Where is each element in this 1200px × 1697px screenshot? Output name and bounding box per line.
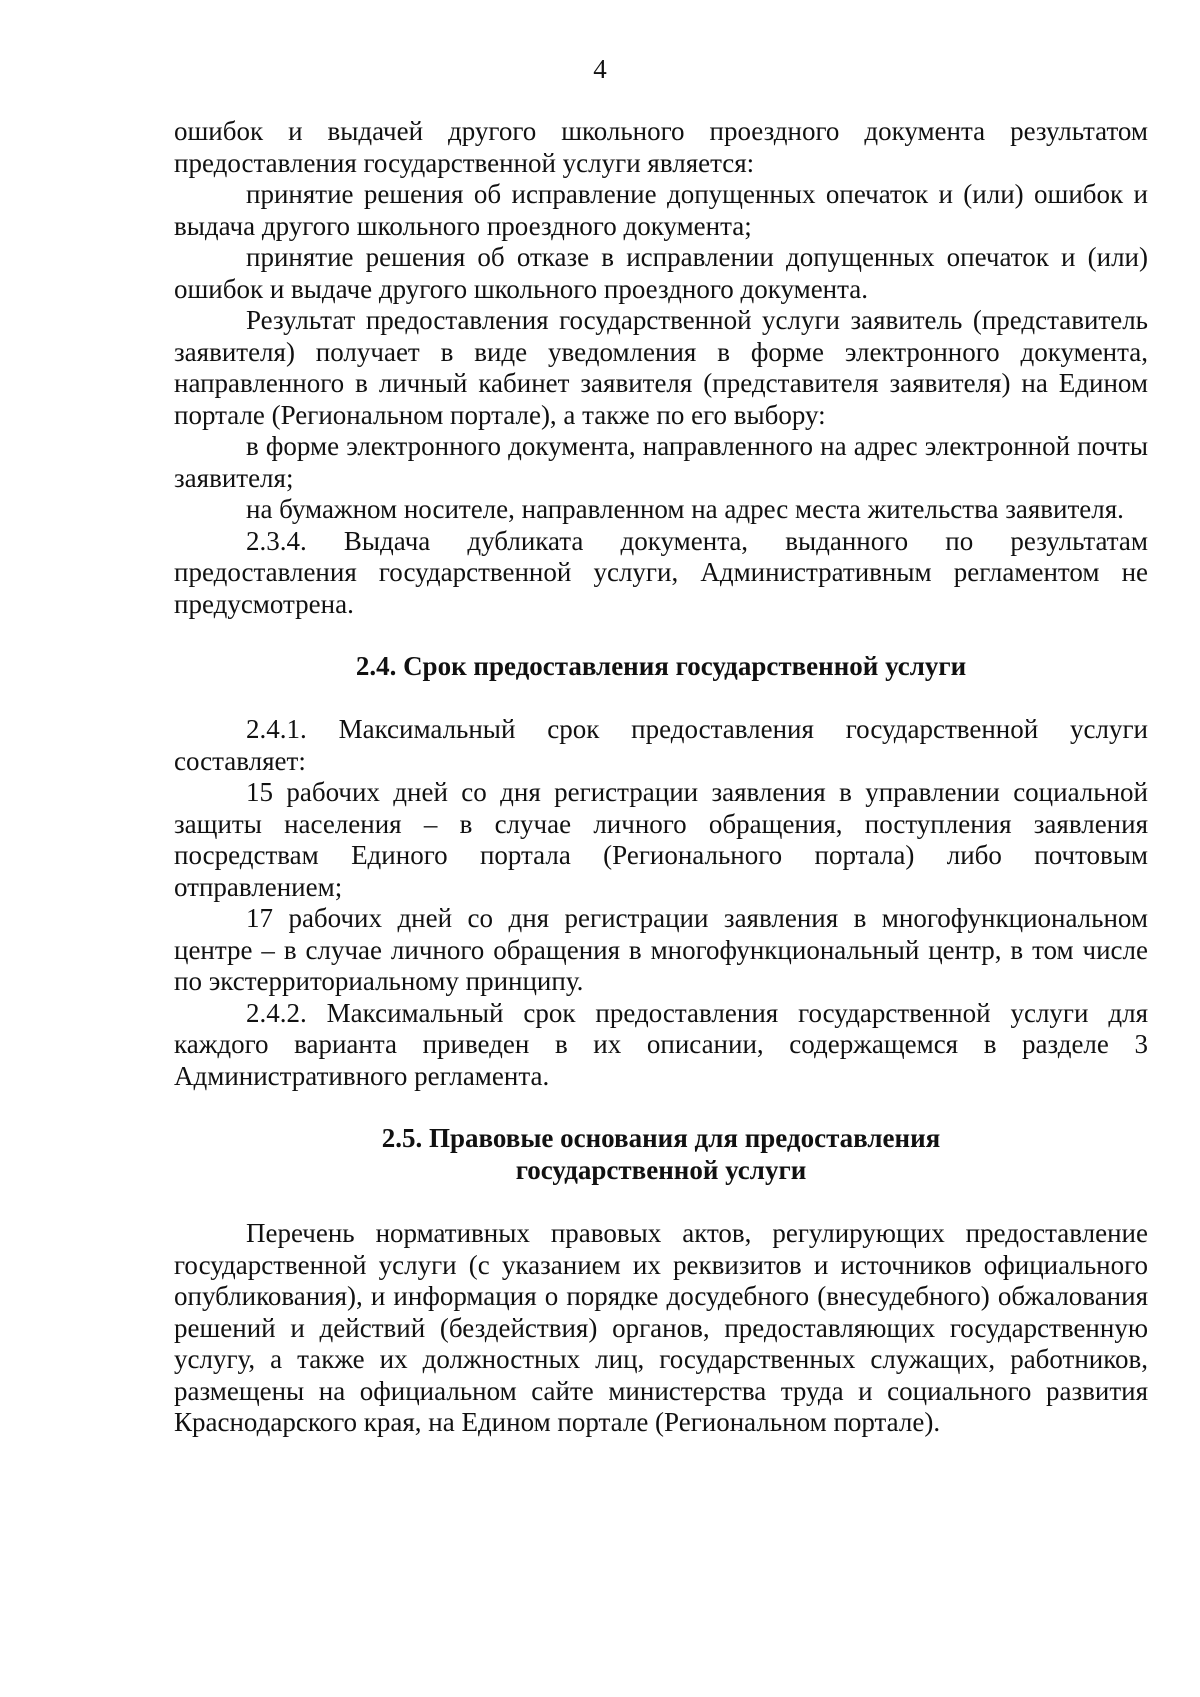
paragraph: 15 рабочих дней со дня регистрации заявления в управлении социальной защиты населения – в случае личного обращения, поступления заявления посредствам Единого портала (Регионального портала) либо почтовым отправлением;: [174, 777, 1148, 902]
page-number: 4: [593, 54, 607, 84]
paragraph: Результат предоставления государственной услуги заявитель (представитель заявителя) получает в виде уведомления в форме электронного документа, направленного в личный кабинет заявителя (представителя заявителя) на Едином портале (Региональном портале), а также по его выбору:: [174, 305, 1148, 430]
document-body: [174, 116, 1148, 1439]
paragraph: 2.4.1. Максимальный срок предоставления государственной услуги составляет:: [174, 714, 1148, 776]
paragraph: принятие решения об отказе в исправлении допущенных опечаток и (или) ошибок и выдаче другого школьного проездного документа.: [174, 242, 1148, 304]
paragraph: в форме электронного документа, направленного на адрес электронной почты заявителя;: [174, 431, 1148, 493]
paragraph: принятие решения об исправление допущенных опечаток и (или) ошибок и выдача другого школьного проездного документа;: [174, 179, 1148, 241]
paragraph: 2.4.2. Максимальный срок предоставления государственной услуги для каждого варианта приведен в их описании, содержащемся в разделе 3 Административного регламента.: [174, 997, 1148, 1091]
paragraph: Перечень нормативных правовых актов, регулирующих предоставление государственной услуги (с указанием их реквизитов и источников официального опубликования), и информация о порядке досудебного (внесудебного) обжалования решений и действий (бездействия) органов, предоставляющих государственную услугу, а также их должностных лиц, государственных служащих, работников, размещены на официальном сайте министерства труда и социального развития Краснодарского края, на Едином портале (Региональном портале).: [174, 1218, 1148, 1437]
paragraph: 2.3.4. Выдача дубликата документа, выданного по результатам предоставления государственной услуги, Административным регламентом не предусмотрена.: [174, 525, 1148, 619]
paragraph: на бумажном носителе, направленном на адрес места жительства заявителя.: [246, 494, 1124, 524]
paragraph: 17 рабочих дней со дня регистрации заявления в многофункциональном центре – в случае личного обращения в многофункциональный центр, в том числе по экстерриториальному принципу.: [174, 903, 1148, 996]
section-heading-2-5: [174, 1122, 1148, 1186]
paragraph: ошибок и выдачей другого школьного проездного документа результатом предоставления государственной услуги является:: [174, 116, 1148, 178]
heading-line: 2.5. Правовые основания для предоставления: [381, 1123, 941, 1153]
section-heading-2-4: 2.4. Срок предоставления государственной услуги: [355, 651, 967, 681]
heading-line: государственной услуги: [515, 1155, 807, 1185]
